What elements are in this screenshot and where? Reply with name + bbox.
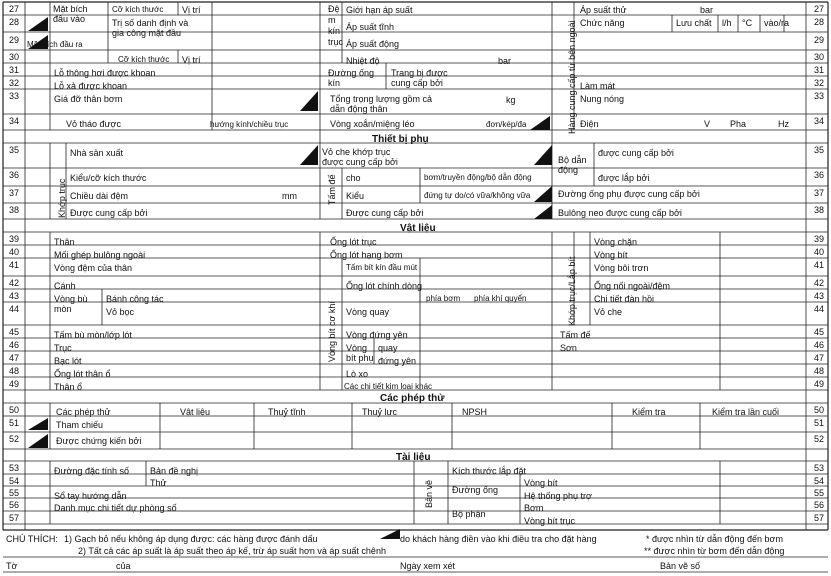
row-number-r: 48 — [813, 366, 824, 376]
row-number-r: 31 — [813, 65, 824, 75]
row-number-r: 38 — [813, 205, 824, 215]
label-ngay-xem-xet: Ngày xem xét — [400, 561, 456, 571]
label-thuy-luc: Thuỷ lực — [362, 407, 398, 417]
label-tam-bit: Tấm bít kín đầu mút — [346, 263, 418, 272]
mark-triangle — [530, 116, 550, 130]
label-ong-lot-truc: Ống lót trục — [330, 237, 377, 247]
label-nung-nong: Nung nóng — [580, 94, 625, 104]
label-vo-che: Vỏ che — [594, 307, 623, 317]
label-nhiet-do: Nhiệt độ — [346, 56, 380, 66]
row-number-r: 41 — [813, 260, 824, 270]
label-duong-ong: Đường ống — [452, 485, 498, 495]
label-kich-thuoc-lap: Kích thước lắp đặt — [452, 466, 526, 476]
section-thiet-bi-phu: Thiết bị phụ — [372, 134, 429, 145]
label-lo-xa: Lỗ xả được khoan — [54, 81, 127, 91]
label-duong-dac-tinh: Đường đặc tính số — [54, 466, 129, 476]
row-number-r: 34 — [813, 116, 824, 126]
label-mat-bich-dau-ra: Mặt bích đầu ra — [27, 40, 83, 49]
label-cac-chi-tiet: Các chi tiết kim loại khác — [344, 382, 433, 391]
row-number-l: 46 — [8, 340, 19, 350]
label-duoc-cung-cap-3: được cung cấp bởi — [598, 148, 674, 158]
row-number-r: 54 — [813, 476, 824, 486]
row-number-r: 33 — [813, 91, 824, 101]
label-ban-de-nghi: Bản đề nghị — [150, 466, 199, 476]
label-vong-xoan: Vòng xoắn/miệng léo — [330, 119, 415, 129]
row-number-l: 55 — [8, 488, 19, 498]
row-number-l: 48 — [8, 366, 19, 376]
row-number-r: 51 — [813, 418, 824, 428]
label-ap-suat-dong: Áp suất động — [346, 39, 400, 49]
label-don-kep: đơn/kép/đa — [486, 120, 527, 129]
label-vong-dem: Vòng đệm của thân — [54, 263, 133, 273]
label-ap-suat-thu: Áp suất thử — [580, 5, 627, 15]
row-number-r: 35 — [813, 145, 824, 155]
row-number-r: 29 — [813, 35, 824, 45]
label-bac-lot: Bạc lót — [54, 356, 82, 366]
row-number-r: 40 — [813, 247, 824, 257]
label-cac-phep-thu: Các phép thử — [56, 407, 111, 417]
label-truc: Trục — [54, 343, 72, 353]
label-tri-so: Trị số danh định và gia công mặt đầu — [112, 18, 189, 38]
row-number-r: 46 — [813, 340, 824, 350]
label-vong-bit-phu: Vòng bít phụ — [346, 343, 374, 363]
label-danh-muc: Danh mục chi tiết dự phòng số — [54, 503, 177, 513]
label-gia-do: Giá đỡ thân bơm — [54, 94, 123, 104]
mark-triangle — [28, 418, 48, 430]
row-number-l: 50 — [8, 405, 19, 415]
row-number-l: 31 — [8, 65, 19, 75]
label-duoc-lap: được lắp bởi — [598, 173, 650, 183]
mark-triangle — [300, 145, 318, 165]
label-kg: kg — [506, 95, 516, 105]
label-quay: quay — [378, 343, 398, 353]
row-number-r: 45 — [813, 327, 824, 337]
row-number-l: 42 — [8, 278, 19, 288]
label-son: Sơn — [560, 343, 577, 353]
label-luu-chat: Lưu chất — [676, 18, 712, 28]
label-vo-che-khop: Vỏ che khớp trục được cung cấp bởi — [322, 147, 398, 167]
row-number-r: 49 — [813, 379, 824, 389]
row-number-l: 38 — [8, 205, 19, 215]
label-nha-san-xuat: Nhà sản xuất — [70, 148, 124, 158]
row-number-r: 30 — [813, 52, 824, 62]
label-duoc-chung-kien: Được chứng kiến bởi — [56, 436, 142, 446]
row-number-r: 44 — [813, 304, 824, 314]
row-number-l: 33 — [8, 91, 19, 101]
label-bulong: Bulông neo được cung cấp bởi — [558, 208, 682, 218]
label-khop-truc-lap: Khớp trục/Lắp bít — [567, 256, 577, 326]
label-cua: của — [116, 561, 131, 571]
label-banh-cong-tac: Bánh công tác — [106, 294, 164, 304]
row-number-l: 45 — [8, 327, 19, 337]
label-ban-ve-so: Bản vẽ số — [660, 561, 701, 571]
label-he-thong: Hệ thống phụ trợ — [524, 491, 592, 501]
row-number-r: 55 — [813, 488, 824, 498]
label-tam-bu: Tấm bù mòn/lớp lót — [54, 330, 132, 340]
label-kieu-co: Kiểu/cỡ kích thước — [70, 173, 147, 183]
mark-triangle — [300, 91, 318, 111]
row-number-l: 35 — [8, 145, 19, 155]
label-vong-boi-tron: Vòng bôi trơn — [594, 263, 649, 273]
mark-triangle — [534, 205, 552, 219]
label-duoc-cung-cap: Được cung cấp bởi — [70, 208, 148, 218]
label-tong-trong-luong: Tổng trọng lượng gồm cả dẫn động thân — [330, 94, 432, 114]
note-1b: do khách hàng điền vào khi điều tra cho đặt hàng — [400, 534, 597, 544]
row-number-r: 47 — [813, 353, 824, 363]
label-lam-mat: Làm mát — [580, 81, 616, 91]
row-number-r: 42 — [813, 278, 824, 288]
row-number-l: 28 — [8, 17, 19, 27]
label-gioi-han: Giới hạn áp suất — [346, 5, 413, 15]
label-bom: Bơm — [524, 503, 544, 513]
mark-triangle — [28, 17, 48, 31]
label-so-tay: Sổ tay hướng dẫn — [54, 491, 127, 501]
label-vong-chan: Vòng chặn — [594, 237, 638, 247]
label-ap-suat-tinh: Áp suất tĩnh — [346, 22, 395, 32]
label-duong-ong-kin: Đường ống kín — [328, 68, 374, 88]
label-tam-de: Tấm đế — [327, 174, 337, 205]
label-bar-2: bar — [700, 5, 714, 15]
row-number-r: 32 — [813, 78, 824, 88]
row-number-r: 39 — [813, 234, 824, 244]
label-hz: Hz — [778, 119, 789, 129]
row-number-l: 51 — [8, 418, 19, 428]
label-bo-phan: Bộ phận — [452, 509, 486, 519]
label-vi-tri-2: Vị trí — [182, 55, 201, 65]
label-vat-lieu-test: Vật liệu — [180, 407, 211, 417]
label-v: V — [704, 119, 711, 129]
label-chuc-nang: Chức năng — [580, 18, 625, 28]
label-trang-bi: Trang bị được cung cấp bởi — [391, 68, 448, 88]
label-hang-cung-cap: Hàng cung cấp từ bên ngoài — [567, 20, 577, 134]
label-ong-lot-chinh: Ống lót chính dòng — [346, 281, 423, 291]
label-ong-lot-than-o: Ống lót thân ổ — [54, 369, 111, 379]
row-number-l: 43 — [8, 291, 19, 301]
note-2b: ** được nhìn từ bơm đến dẫn động — [644, 546, 785, 556]
label-vao-ra: vào/ra — [764, 18, 790, 28]
row-number-r: 43 — [813, 291, 824, 301]
label-co-kich-thuoc-2: Cỡ kích thước — [118, 55, 170, 64]
label-cho: cho — [346, 173, 361, 183]
note-2a: 2) Tất cả các áp suất là áp suất theo áp kế, trừ áp suất hơn và áp suất chênh — [78, 546, 386, 556]
label-vong-quay: Vòng quay — [346, 307, 390, 317]
label-vo-boc: Vỏ bọc — [106, 307, 135, 317]
label-chieu-dai: Chiều dài đệm — [70, 191, 129, 201]
label-vong-bu: Vòng bù mòn — [54, 294, 88, 314]
section-tai-lieu: Tài liệu — [396, 452, 431, 463]
label-npsh: NPSH — [462, 407, 488, 417]
row-number-l: 29 — [8, 35, 19, 45]
row-number-l: 53 — [8, 463, 19, 473]
row-number-l: 52 — [8, 434, 19, 444]
label-huong-kinh: hướng kính/chiều trục — [210, 120, 289, 129]
label-kiem-tra-lan-cuoi: Kiểm tra lần cuối — [712, 407, 780, 417]
row-number-l: 54 — [8, 476, 19, 486]
label-kieu: Kiểu — [346, 191, 365, 201]
label-mm: mm — [282, 191, 297, 201]
row-number-l: 40 — [8, 247, 19, 257]
label-ong-lot-hang: Ống lót hạng bơm — [330, 250, 403, 260]
label-dung-tu: đứng tự do/có vữa/không vữa — [424, 191, 531, 200]
label-duoc-cung-cap-2: Được cung cấp bởi — [346, 208, 424, 218]
label-vong-bit-co-khi: Vòng bít cơ khí — [327, 301, 337, 362]
row-number-l: 37 — [8, 188, 19, 198]
row-number-l: 30 — [8, 52, 19, 62]
row-number-r: 27 — [813, 4, 824, 14]
label-chu-thich: CHÚ THÍCH: — [6, 534, 58, 544]
row-number-r: 50 — [813, 405, 824, 415]
label-than-o: Thân ổ — [54, 382, 83, 392]
row-number-l: 49 — [8, 379, 19, 389]
mark-triangle — [28, 434, 48, 448]
label-oc: °C — [742, 18, 753, 28]
row-number-r: 37 — [813, 188, 824, 198]
mark-triangle — [534, 186, 552, 202]
label-bo-dan-dong: Bộ dẫn động — [558, 155, 587, 175]
label-lo-thong-hoi: Lỗ thông hơi được khoan — [54, 68, 156, 78]
label-moi-ghep: Mối ghép bulông ngoài — [54, 250, 146, 260]
section-vat-lieu: Vật liệu — [400, 223, 436, 234]
label-dien: Điện — [580, 119, 599, 129]
label-dung-yen: đứng yên — [378, 356, 417, 366]
label-lo-xo: Lò xo — [346, 369, 369, 379]
label-phia-khi: phía khí quyển — [474, 294, 527, 303]
label-kiem-tra: Kiểm tra — [632, 407, 666, 417]
label-thu: Thử — [150, 478, 167, 488]
label-vong-bit-truc: Vòng bít trục — [524, 516, 576, 526]
row-number-l: 32 — [8, 78, 19, 88]
note-1a: 1) Gạch bỏ nếu không áp dụng được: các hàng được đánh dấu — [64, 534, 318, 544]
row-number-l: 36 — [8, 170, 19, 180]
label-vong-dung-yen: Vòng đứng yên — [346, 330, 408, 340]
row-number-l: 47 — [8, 353, 19, 363]
row-number-l: 27 — [8, 4, 19, 14]
row-number-l: 39 — [8, 234, 19, 244]
label-bar: bar — [498, 56, 512, 66]
mark-triangle — [534, 145, 552, 165]
label-pha: Pha — [730, 119, 747, 129]
row-number-l: 34 — [8, 116, 19, 126]
row-number-r: 53 — [813, 463, 824, 473]
note-1c: * được nhìn từ dẫn động đến bơm — [646, 534, 783, 544]
label-mat-bich-dau-vao: Mặt bích đầu vào — [53, 4, 88, 24]
label-thuy-tinh: Thuỷ tĩnh — [268, 407, 306, 417]
row-number-l: 44 — [8, 304, 19, 314]
section-cac-phep-thu: Các phép thử — [380, 393, 445, 404]
label-vong-bit-tl: Vòng bít — [524, 478, 558, 488]
row-number-l: 57 — [8, 513, 19, 523]
row-number-r: 28 — [813, 17, 824, 27]
label-dem-kin-truc: Đệ m kín trục — [328, 4, 344, 47]
row-number-r: 36 — [813, 170, 824, 180]
label-than: Thân — [54, 237, 75, 247]
label-canh: Cánh — [54, 281, 76, 291]
row-number-l: 41 — [8, 260, 19, 270]
label-chi-tiet-dan-hoi: Chi tiết đàn hồi — [594, 294, 655, 304]
row-number-l: 56 — [8, 500, 19, 510]
label-vong-bit: Vòng bít — [594, 250, 628, 260]
label-lh: l/h — [722, 18, 732, 28]
label-duong-ong-phu: Đường ống phụ được cung cấp bởi — [558, 189, 700, 199]
label-vo-thao: Vỏ tháo được — [66, 119, 121, 129]
label-tam-de-2: Tấm đế — [560, 330, 591, 340]
label-phia-bom: phía bơm — [426, 294, 461, 303]
label-co-kich-thuoc: Cỡ kích thước — [112, 5, 164, 14]
label-to: Tờ — [6, 561, 18, 571]
label-tham-chieu: Tham chiếu — [56, 420, 104, 430]
row-number-r: 57 — [813, 513, 824, 523]
label-bom-truyen: bơm/truyền động/bộ dẫn động — [424, 173, 532, 182]
label-khop-truc: Khớp trục — [57, 178, 67, 218]
label-ban-ve: Bản vẽ — [424, 479, 434, 508]
label-vi-tri: Vị trí — [182, 5, 201, 15]
row-number-r: 56 — [813, 500, 824, 510]
row-number-r: 52 — [813, 434, 824, 444]
label-ong-noi: Ống nối ngoài/đệm — [594, 281, 671, 291]
